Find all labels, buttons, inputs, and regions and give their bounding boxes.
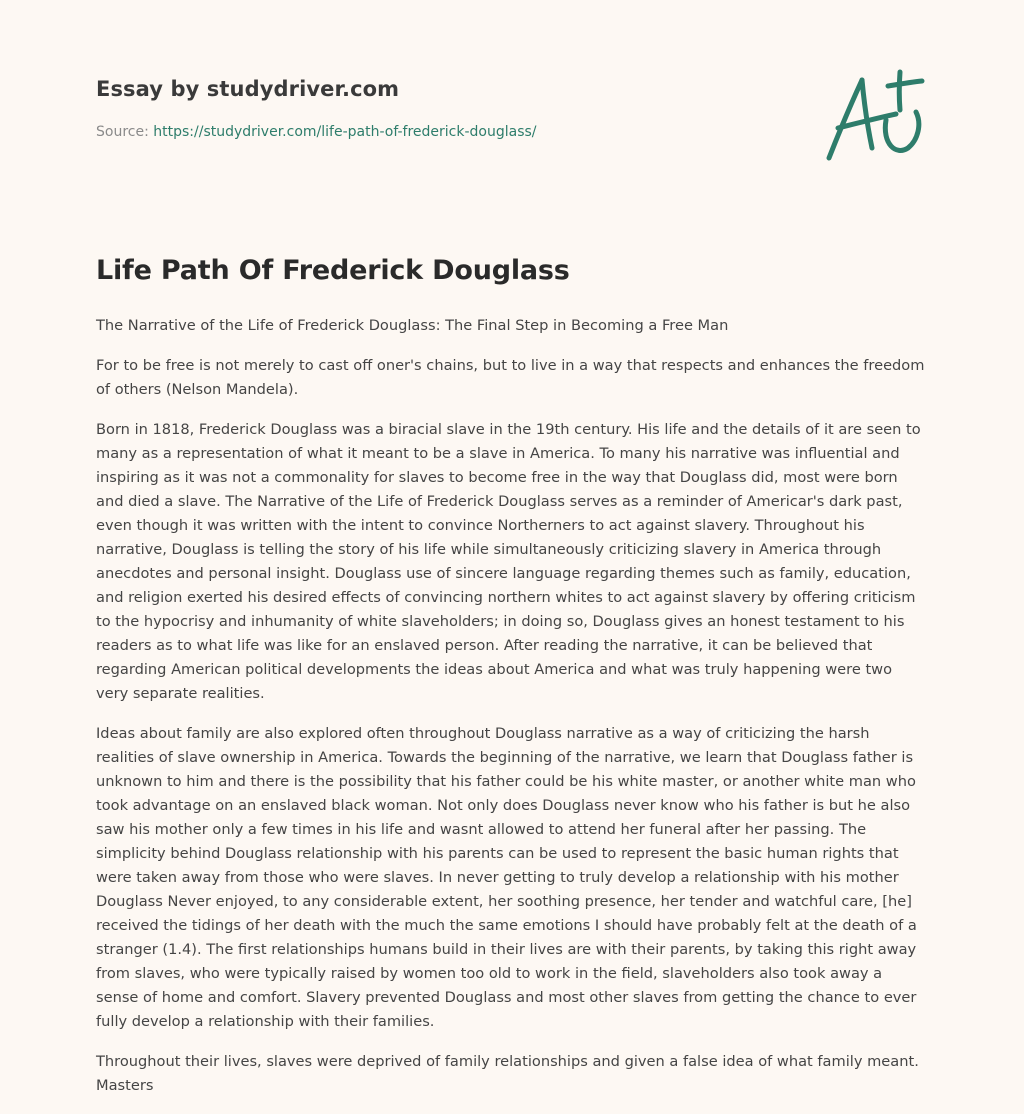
site-brand: Essay by studydriver.com	[96, 77, 400, 101]
essay-paragraph: Throughout their lives, slaves were deprived of family relationships and given a false idea of what family meant. Masters	[96, 1053, 919, 1094]
a-right-stroke	[862, 80, 872, 148]
source-link[interactable]: https://studydriver.com/life-path-of-frederick-douglass/	[153, 124, 537, 140]
essay-title: Life Path Of Frederick Douglass	[96, 255, 570, 286]
essay-subtitle: The Narrative of the Life of Frederick Douglass: The Final Step in Becoming a Free Man	[96, 317, 729, 334]
plus-vertical	[899, 72, 900, 110]
plus-horizontal	[888, 81, 922, 86]
a-plus-grade-icon	[824, 68, 928, 166]
essay-paragraph: Ideas about family are also explored often throughout Douglass narrative as a way of criticizing the harsh realities of slave ownership in America. Towards the beginning of the narrative, we learn that Douglass father is unknown to him and there is the possibility that his father could be his white master, or another white man who took advantage on an enslaved black woman. Not only does Douglass never know who his father is but he also saw his mother only a few times in his life and wasnt allowed to attend her funeral after her passing. The simplicity behind Douglass relationship with his parents can be used to represent the basic human rights that were taken away from those who were slaves. In never getting to truly develop a relationship with his mother Douglass Never enjoyed, to any considerable extent, her soothing presence, her tender and watchful care, [he] received the tidings of her death with the much the same emotions I should have probably felt at the death of a stranger (1.4). The first relationships humans build in their lives are with their parents, by taking this right away from slaves, who were typically raised by women too old to work in the field, slaveholders also took away a sense of home and comfort. Slavery prevented Douglass and most other slaves from getting the chance to ever fully develop a relationship with their families.	[96, 725, 917, 1030]
essay-paragraph: For to be free is not merely to cast off oner's chains, but to live in a way that respects and enhances the freedom of others (Nelson Mandela).	[96, 357, 925, 398]
essay-body	[96, 314, 928, 1114]
essay-paragraph: Born in 1818, Frederick Douglass was a biracial slave in the 19th century. His life and the details of it are seen to many as a representation of what it meant to be a slave in America. To many his narrative was influential and inspiring as it was not a commonality for slaves to become free in the way that Douglass did, most were born and died a slave. The Narrative of the Life of Frederick Douglass serves as a reminder of Americar's dark past, even though it was written with the intent to convince Northerners to act against slavery. Throughout his narrative, Douglass is telling the story of his life while simultaneously criticizing slavery in America through anecdotes and personal insight. Douglass use of sincere language regarding themes such as family, education, and religion exerted his desired effects of convincing northern whites to act against slavery by offering criticism to the hypocrisy and inhumanity of white slaveholders; in doing so, Douglass gives an honest testament to his readers as to what life was like for an enslaved person. After reading the narrative, it can be believed that regarding American political developments the ideas about America and what was truly happening were two very separate realities.	[96, 421, 921, 702]
source-line	[96, 124, 537, 140]
a-left-stroke	[829, 80, 862, 158]
source-label: Source:	[96, 124, 154, 140]
